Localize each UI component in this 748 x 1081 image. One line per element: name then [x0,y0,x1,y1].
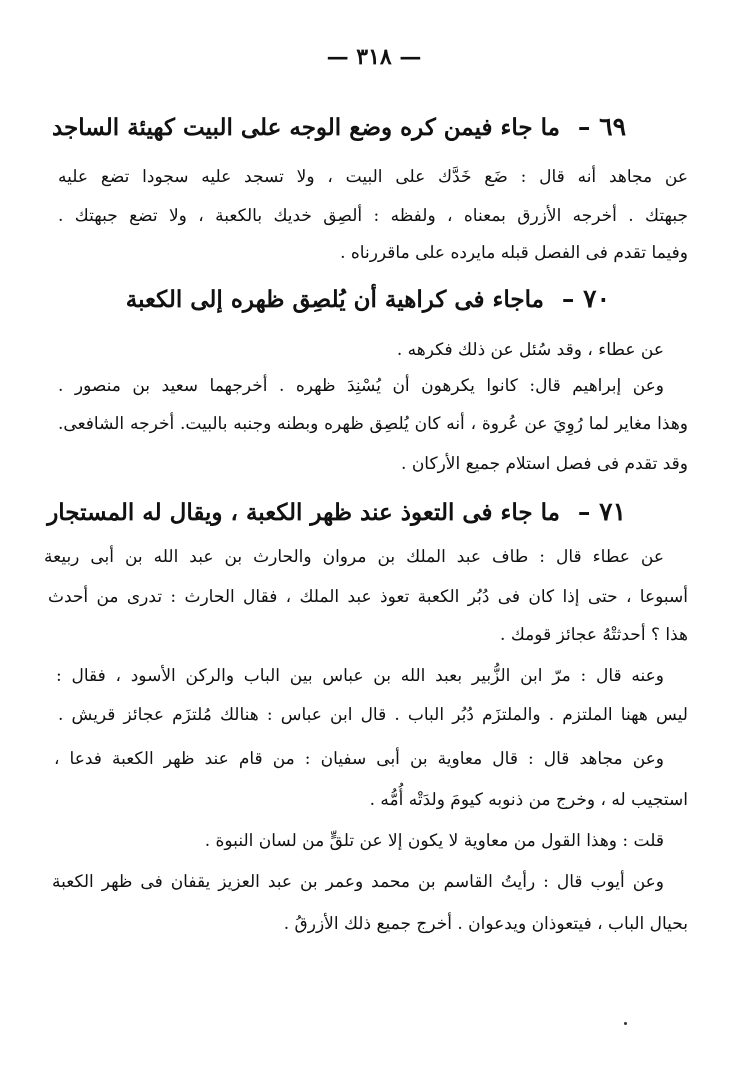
text-line: عن عطاء قال : طاف عبد الملك بن مروان والحارث بن عبد الله بن أبى ربيعة [44,547,664,567]
text-line: عن مجاهد أنه قال : ضَع خَدَّك على البيت ، ولا تسجد عليه سجودا تضع عليه [58,167,688,187]
text-line: قلت : وهذا القول من معاوية لا يكون إلا عن تلقٍّ من لسان النبوة . [204,831,664,851]
section-heading-69 [51,112,626,141]
text-line: وعن مجاهد قال : قال معاوية بن أبى سفيان : من قام عند ظهر الكعبة فدعا ، [54,749,664,769]
scan-speck [624,1022,627,1025]
text-line: وهذا مغاير لما رُوِيَ عن عُروة ، أنه كان يُلصِق ظهره وبطنه وجنبه بالبيت. أخرجه الشافعى. [58,414,688,434]
text-line: وفيما تقدم فى الفصل قبله مايرده على ماقررناه . [340,243,688,263]
text-line: وعنه قال : مرّ ابن الزُّبير بعبد الله بن عباس بين الباب والركن الأسود ، فقال : [56,666,664,686]
text-line: جبهتك . أخرجه الأزرق بمعناه ، ولفظه : ألصِق خديك بالكعبة ، ولا تضع جبهتك . [58,206,688,226]
section-number: ٧٠ – [561,284,610,313]
text-line: هذا ؟ أحدثتْهُ عجائز قومك . [500,625,688,645]
text-line: بحيال الباب ، فيتعوذان ويدعوان . أخرج جميع ذلك الأزرقُ . [283,914,688,934]
section-number: ٦٩ – [577,112,626,141]
section-title: ما جاء فى التعوذ عند ظهر الكعبة ، ويقال له المستجار [47,499,560,526]
text-line: وقد تقدم فى فصل استلام جميع الأركان . [401,454,688,474]
text-line: أسبوعا ، حتى إذا كان فى دُبُر الكعبة تعوذ عبد الملك ، فقال الحارث : تدرى من أحدث [48,587,688,607]
section-heading-70 [90,284,610,313]
section-heading-71 [47,497,626,526]
text-line: عن عطاء ، وقد سُئل عن ذلك فكرهه . [396,340,664,360]
text-line: وعن أيوب قال : رأيتُ القاسم بن محمد وعمر بن عبد العزيز يقفان فى ظهر الكعبة [52,872,664,892]
section-number: ٧١ – [577,497,626,526]
text-line: ليس ههنا الملتزم . والملتزَم دُبُر الباب . قال ابن عباس : هنالك مُلتزَم عجائز قريش . [58,705,688,725]
text-line: استجيب له ، وخرج من ذنوبه كيومَ ولدَتْه أُمُّه . [369,790,688,810]
page-number: — ٣١٨ — [326,44,422,70]
section-title: ما جاء فيمن كره وضع الوجه على البيت كهيئة الساجد [51,114,560,141]
text-line: وعن إبراهيم قال: كانوا يكرهون أن يُسْنِدَ ظهره . أخرجهما سعيد بن منصور . [58,376,664,396]
section-title: ماجاء فى كراهية أن يُلصِق ظهره إلى الكعبة [125,286,544,313]
